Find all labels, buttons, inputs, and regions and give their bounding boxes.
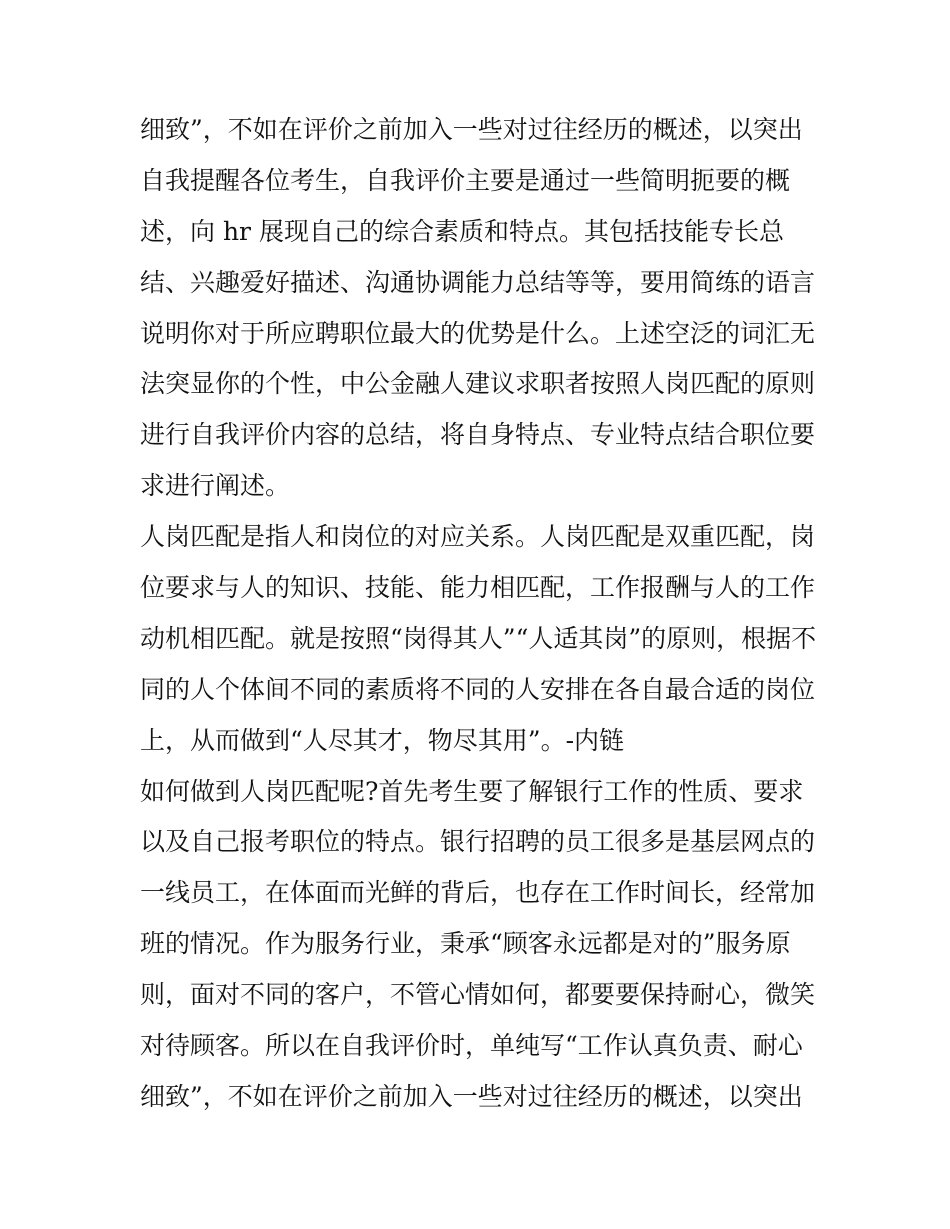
text-line: 人岗匹配是指人和岗位的对应关系。人岗匹配是双重匹配，岗 [140,522,816,552]
text-line: 细致”，不如在评价之前加入一些对过往经历的概述，以突出 [140,115,803,144]
text-line: 进行自我评价内容的总结，将自身特点、专业特点结合职位要 [140,420,816,450]
text-line: 班的情况。作为服务行业，秉承“顾客永远都是对的”服务原 [140,929,791,959]
text-line: 上，从而做到“人尽其才，物尽其用”。-内链 [140,725,625,755]
text-line: 述，向 hr 展现自己的综合素质和特点。其包括技能专长总 [140,216,784,246]
text-line: 自我提醒各位考生，自我评价主要是通过一些简明扼要的概 [140,165,791,195]
text-line: 求进行阐述。 [140,471,291,501]
text-line: 则，面对不同的客户，不管心情如何，都要要保持耐心，微笑 [140,980,816,1010]
text-line: 位要求与人的知识、技能、能力相匹配，工作报酬与人的工作 [140,573,816,603]
text-line: 同的人个体间不同的素质将不同的人安排在各自最合适的岗位 [140,674,816,704]
text-line: 说明你对于所应聘职位最大的优势是什么。上述空泛的词汇无 [140,318,816,348]
text-line: 动机相匹配。就是按照“岗得其人”“人适其岗”的原则，根据不 [140,623,817,653]
text-line: 法突显你的个性，中公金融人建议求职者按照人岗匹配的原则 [140,369,816,399]
text-line: 以及自己报考职位的特点。银行招聘的员工很多是基层网点的 [140,827,816,857]
document-body [140,105,815,1123]
text-line: 一线员工，在体面而光鲜的背后，也存在工作时间长，经常加 [140,878,816,908]
text-line: 如何做到人岗匹配呢?首先考生要了解银行工作的性质、要求 [140,776,804,806]
text-line: 细致”，不如在评价之前加入一些对过往经历的概述，以突出 [140,1081,803,1111]
text-line: 结、兴趣爱好描述、沟通协调能力总结等等，要用简练的语言 [140,267,816,297]
text-line: 对待顾客。所以在自我评价时，单纯写“工作认真负责、耐心 [140,1031,803,1061]
